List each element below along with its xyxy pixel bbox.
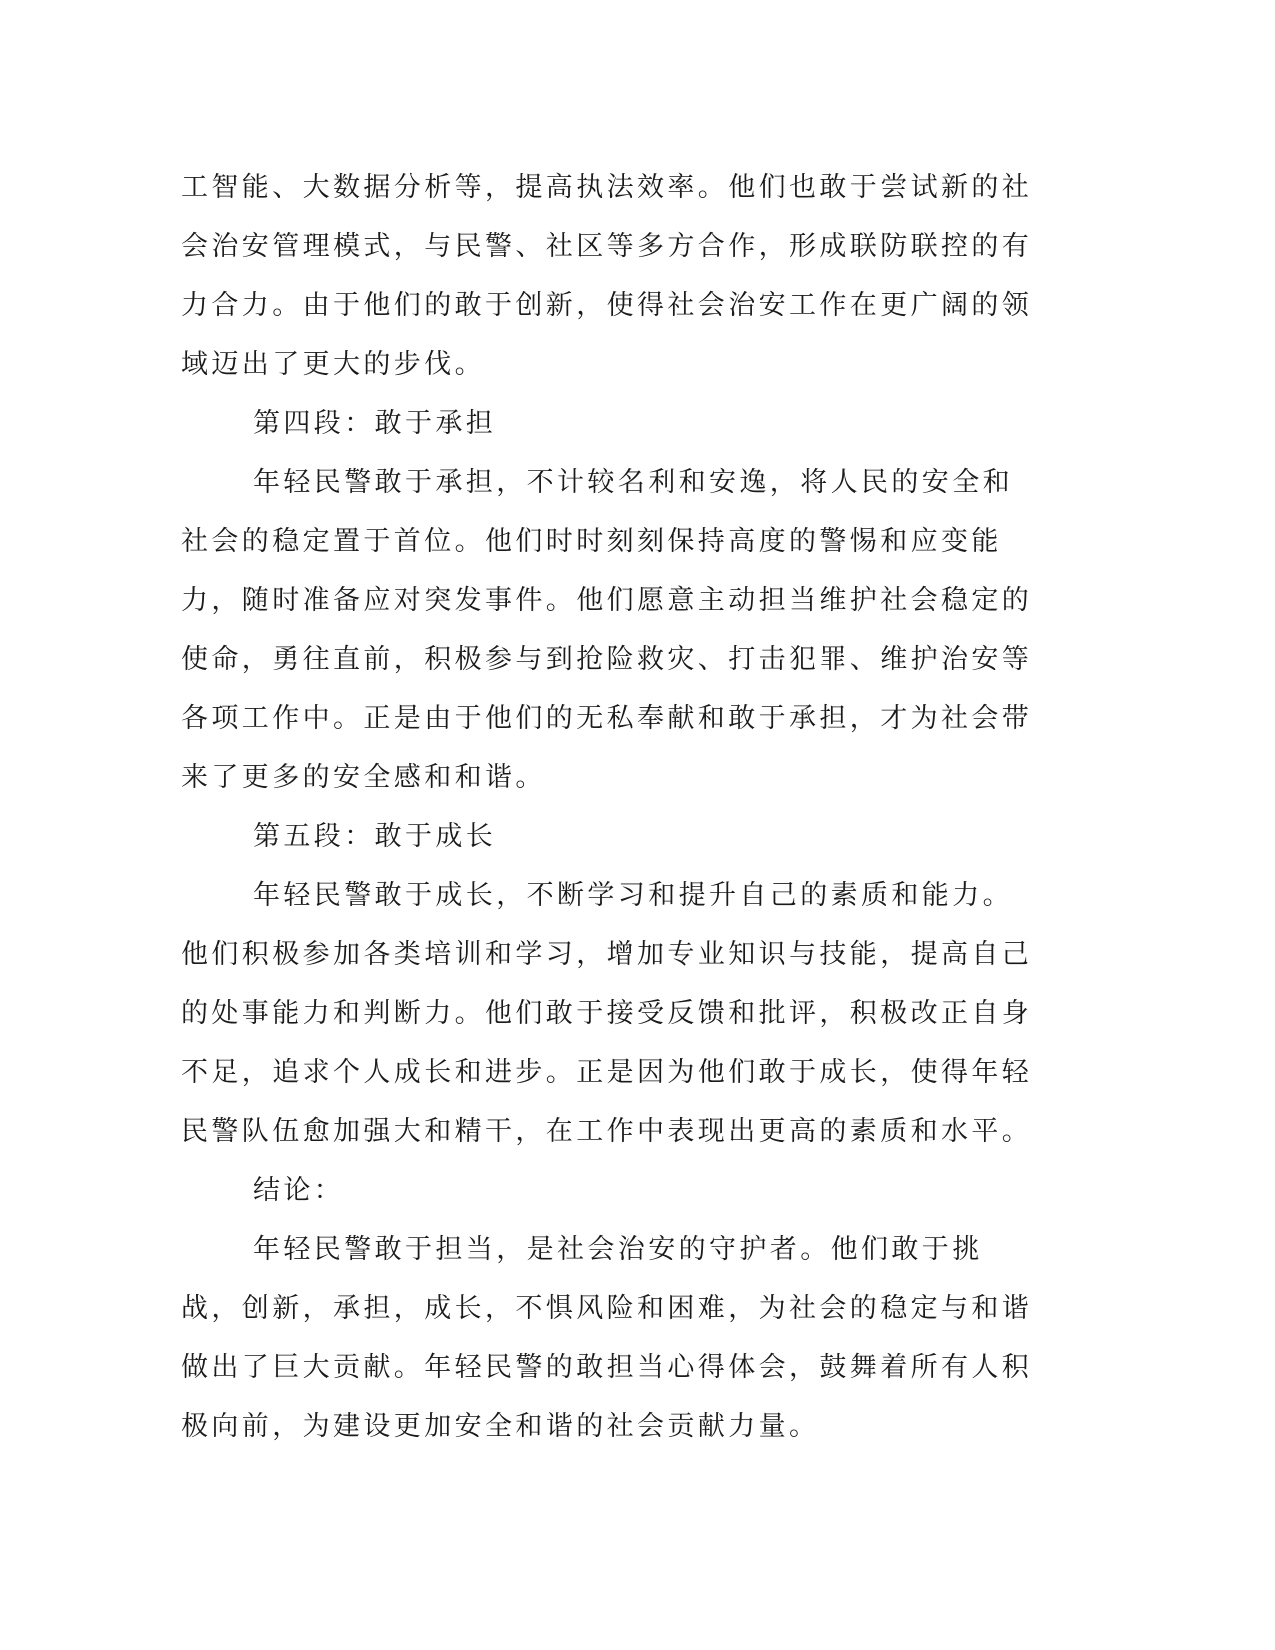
paragraph-section-5: 年轻民警敢于成长，不断学习和提升自己的素质和能力。他们积极参加各类培训和学习，增加专业知识与技能，提高自己的处事能力和判断力。他们敢于接受反馈和批评，积极改正自身不足，追求个人成长和进步。正是因为他们敢于成长，使得年轻民警队伍愈加强大和精干，在工作中表现出更高的素质和水平。 — [181, 880, 1033, 1147]
paragraph-conclusion: 年轻民警敢于担当，是社会治安的守护者。他们敢于挑战，创新，承担，成长，不惧风险和困难，为社会的稳定与和谐做出了巨大贡献。年轻民警的敢担当心得体会，鼓舞着所有人积极向前，为建设更加安全和谐的社会贡献力量。 — [181, 1234, 1033, 1442]
section-heading-5: 第五段：敢于成长 — [253, 821, 497, 852]
section-heading-4: 第四段：敢于承担 — [253, 408, 497, 439]
paragraph-continuation: 工智能、大数据分析等，提高执法效率。他们也敢于尝试新的社会治安管理模式，与民警、社区等多方合作，形成联防联控的有力合力。由于他们的敢于创新，使得社会治安工作在更广阔的领域迈出了更大的步伐。 — [181, 172, 1033, 380]
document-body — [181, 158, 1041, 1456]
conclusion-heading: 结论： — [253, 1175, 345, 1206]
paragraph-section-4: 年轻民警敢于承担，不计较名利和安逸，将人民的安全和社会的稳定置于首位。他们时时刻刻保持高度的警惕和应变能力，随时准备应对突发事件。他们愿意主动担当维护社会稳定的使命，勇往直前，积极参与到抢险救灾、打击犯罪、维护治安等各项工作中。正是由于他们的无私奉献和敢于承担，才为社会带来了更多的安全感和和谐。 — [181, 467, 1033, 793]
